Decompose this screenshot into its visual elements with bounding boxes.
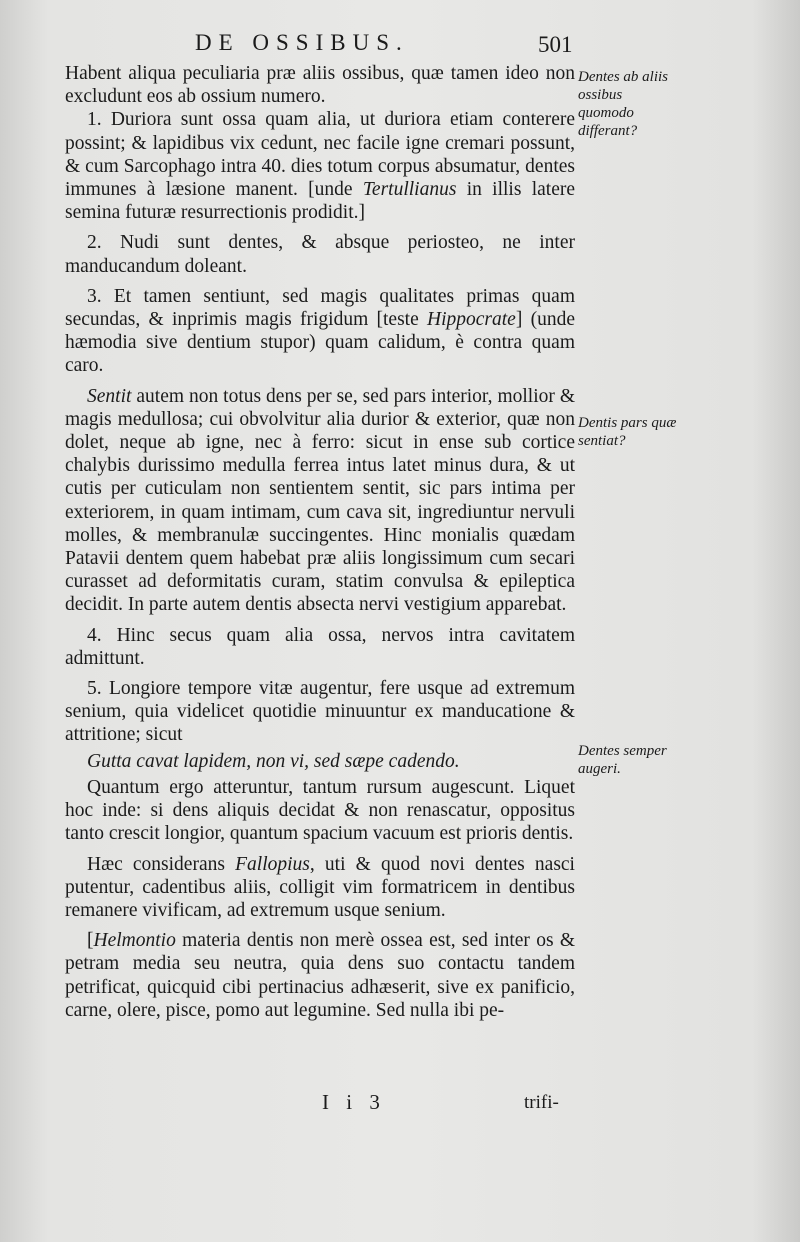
page-number: 501 <box>538 32 573 57</box>
margin-note: Dentis pars quæ sentiat? <box>578 415 677 449</box>
author-name: Tertullianus <box>362 179 457 201</box>
paragraph-3-end: ] (unde hæmodia sive dentium stupor) quam calidum, è contra quam caro. <box>65 309 575 377</box>
paragraph-helmont-text: materia dentis non merè ossea est, sed inter os & petram media seu neutra, quia dens suo contactu tandem petrificat, quicquid cibi pertinacius adhæserit, sive ex panificio, carne, olere, pisce, pomo aut legumine. Sed nulla ibi pe- <box>65 930 575 1021</box>
bracket-open: [ <box>87 930 94 952</box>
author-name: Helmontio <box>93 930 176 952</box>
paragraph-sentit-text: autem non totus dens per se, sed pars interior, mollior & magis medullosa; cui obvolvitur alia durior & exterior, quæ non dolet, neque ab igne, nec à ferro: sicut in ense sub cortice chalybis durissimo medulla ferrea intus latet minus dura, & ut cutis per cuticulam non sentientem sentit, sic pars intima per exteriorem, in quam intimam, cum cava sit, ingrediuntur nervuli molles, & membranulæ succingentes. Hinc monialis quædam Patavii dentem quem habebat præ aliis longissimum cum secari curasset ad deformitatis curam, statim convulsa & epileptica decidit. In parte autem dentis absecta nervi vestigium apparebat. <box>65 385 575 616</box>
page-header <box>0 30 800 60</box>
margin-note: Dentes ab aliis ossibus quomodo differant? <box>578 69 668 139</box>
paragraph-5: 5. Longiore tempore vitæ augentur, fere usque ad extremum senium, quia videlicet quotidie minuuntur ex manducatione & attritione; sicut <box>65 678 575 746</box>
paragraph-2: 2. Nudi sunt dentes, & absque periosteo, ne inter manducandum doleant. <box>65 232 575 277</box>
paragraph-1-end: in illis latere semina futuræ resurrectionis prodidit.] <box>65 179 576 224</box>
main-text <box>65 62 575 1022</box>
catchword: trifi- <box>524 1092 559 1113</box>
paragraph-4: 4. Hinc secus quam alia ossa, nervos intra cavitatem admittunt. <box>65 624 575 669</box>
sentit-word: Sentit <box>87 385 132 407</box>
paragraph-fallopius-text: , uti & quod novi dentes nasci putentur, cadentibus aliis, colligit vim formatricem in dentibus remanere vivificam, ad extremum usque senium. <box>65 853 575 921</box>
paragraph-quantum: Quantum ergo atteruntur, tantum rursum augescunt. Liquet hoc inde: si dens aliquis decidat & non renascatur, oppositus tanto crescit longior, quantum spacium vacuum est prioris dentis. <box>65 776 575 845</box>
page-footer <box>0 1090 800 1120</box>
paragraph-1-text: 1. Duriora sunt ossa quam alia, ut duriora etiam conterere possint; & lapidibus vix cedunt, nec facile igne cremari possunt, & cum Sarcophago intra 40. dies totum corpus absumatur, dentes immunes à læsione manent. [unde <box>65 109 575 201</box>
paragraph-3-text: 3. Et tamen sentiunt, sed magis qualitates primas quam secundas, & inprimis magis frigidum [teste <box>65 285 575 331</box>
signature-mark: I i 3 <box>322 1090 386 1114</box>
verse-quote: Gutta cavat lapidem, non vi, sed sæpe cadendo. <box>87 750 460 772</box>
paragraph-helmont <box>65 929 575 1022</box>
paragraph-fallopius-start: Hæc considerans <box>87 853 225 875</box>
paragraph-3 <box>65 285 575 378</box>
running-head: DE OSSIBUS. <box>195 30 409 55</box>
author-name: Fallopius <box>235 853 310 875</box>
paragraph-fallopius <box>65 853 575 923</box>
paragraph-intro: Habent aliqua peculiaria præ aliis ossibus, quæ tamen ideo non excludunt eos ab ossium numero. <box>65 63 575 108</box>
margin-note: Dentes semper augeri. <box>578 743 667 777</box>
paragraph-1 <box>65 108 575 224</box>
paragraph-sentit <box>65 385 575 617</box>
author-name: Hippocrate <box>427 309 516 331</box>
